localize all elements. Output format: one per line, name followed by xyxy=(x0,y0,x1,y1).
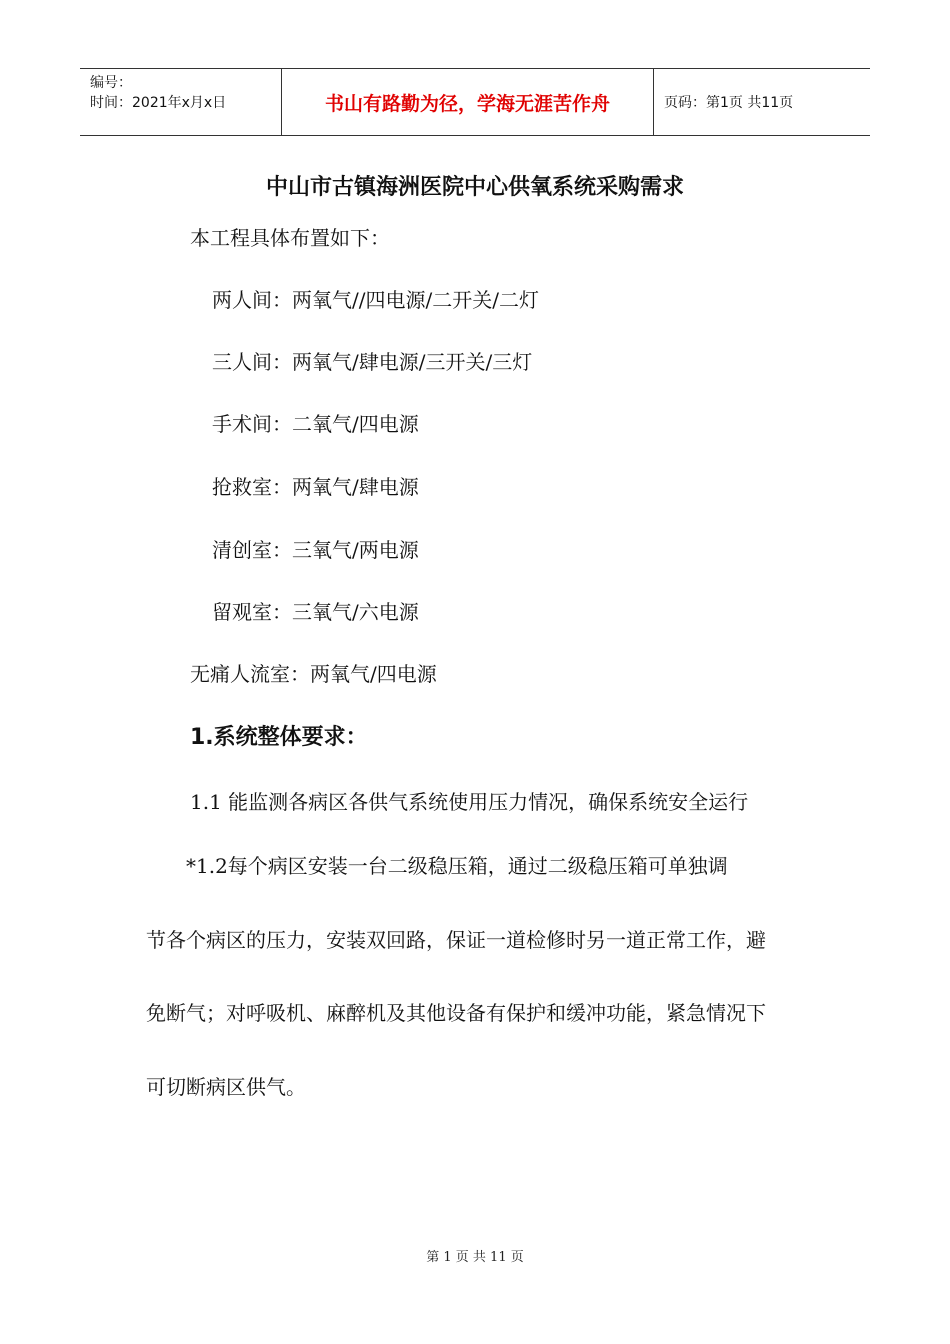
item-1-2-line: 免断气；对呼吸机、麻醉机及其他设备有保护和缓冲功能，紧急情况下 xyxy=(146,1001,766,1025)
item-1-1: 1.1 能监测各病区各供气系统使用压力情况，确保系统安全运行 xyxy=(190,790,749,814)
room-line: 三人间：两氧气/肆电源/三开关/三灯 xyxy=(212,350,533,374)
header-motto: 书山有路勤为径，学海无涯苦作舟 xyxy=(282,69,654,135)
room-line: 留观室：三氧气/六电源 xyxy=(212,600,419,624)
room-line: 两人间：两氧气//四电源/二开关/二灯 xyxy=(212,288,539,312)
item-1-2-line: 可切断病区供气。 xyxy=(146,1075,306,1099)
intro-text: 本工程具体布置如下： xyxy=(190,226,390,250)
header-date: 时间：2021年x月x日 xyxy=(90,95,227,111)
room-line: 清创室：三氧气/两电源 xyxy=(212,538,419,562)
section-title: 1.系统整体要求： xyxy=(190,725,368,750)
room-line: 无痛人流室：两氧气/四电源 xyxy=(190,662,437,686)
header-page-info: 页码：第1页 共11页 xyxy=(664,95,794,111)
room-line: 手术间：二氧气/四电源 xyxy=(212,412,419,436)
room-line: 抢救室：两氧气/肆电源 xyxy=(212,475,419,499)
item-1-2-line: *1.2每个病区安装一台二级稳压箱，通过二级稳压箱可单独调 xyxy=(186,854,728,878)
page-header xyxy=(80,68,870,136)
item-1-2-line: 节各个病区的压力，安装双回路，保证一道检修时另一道正常工作，避 xyxy=(146,928,766,952)
header-number: 编号： xyxy=(90,75,132,91)
document-title: 中山市古镇海洲医院中心供氧系统采购需求 xyxy=(265,175,684,200)
header-meta xyxy=(80,69,282,135)
page-footer: 第 1 页 共 11 页 xyxy=(426,1250,524,1265)
